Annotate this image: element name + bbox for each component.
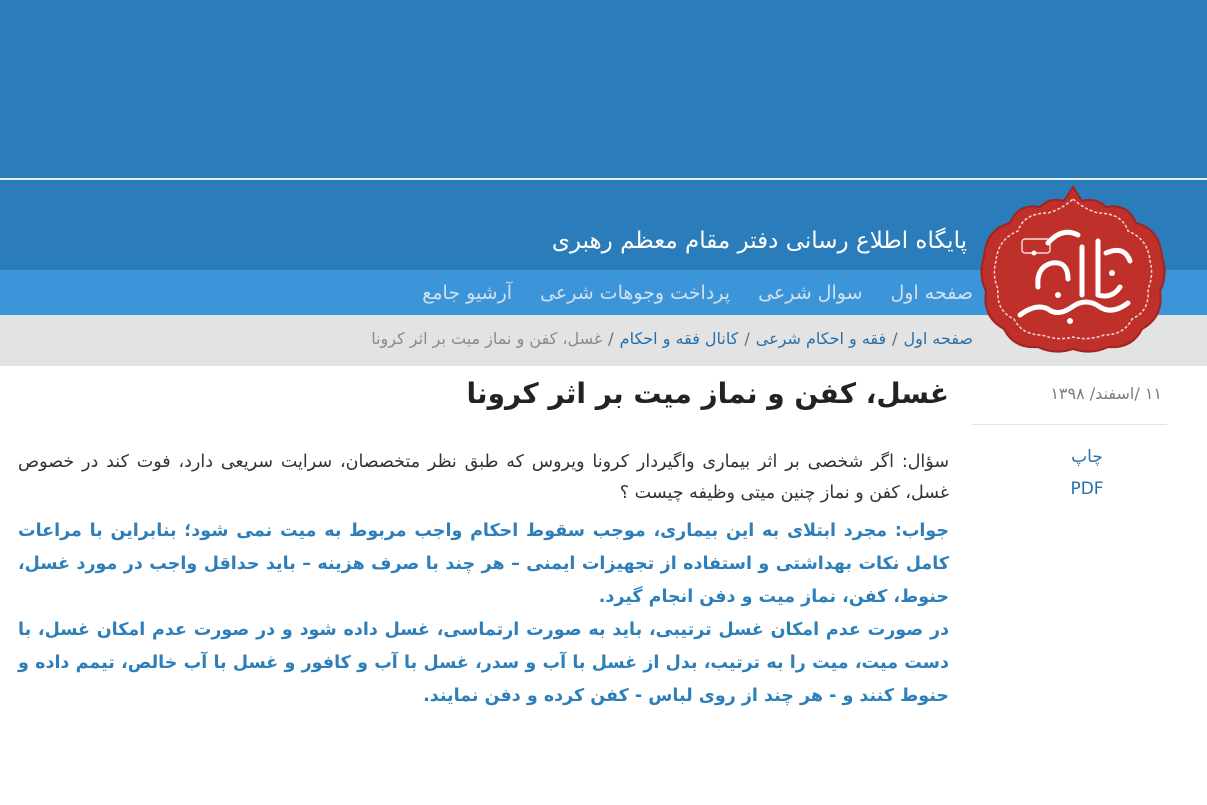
question-text: سؤال: اگر شخصی بر اثر بیماری واگیردار کرونا ویروس که طبق نظر متخصصان، سرایت سریعی دارد، فوت کند در خصوص غسل، کفن و نماز چنین میتی وظیفه چیست ؟ bbox=[18, 452, 949, 503]
breadcrumb-fiqh-link[interactable]: فقه و احکام شرعی bbox=[755, 329, 887, 348]
nav-item-religious-question[interactable]: سوال شرعی bbox=[758, 282, 863, 304]
breadcrumb bbox=[371, 326, 973, 352]
article-tools bbox=[972, 441, 1167, 505]
header-banner bbox=[0, 0, 1207, 178]
answer-paragraph-2: در صورت عدم امکان غسل ترتیبی، باید به صورت ارتماسی، غسل داده شود و در صورت عدم امکان غسل، با دست میت، میت را به ترتیب، بدل از غسل با آب و سدر، غسل با آب و کافور و غسل با آب خالص، تیمم داده و حنوط کنند و - هر چند از روی لباس - کفن کرده و دفن نمایند. bbox=[18, 620, 949, 706]
main-nav bbox=[422, 278, 973, 308]
print-link[interactable]: چاپ bbox=[1071, 447, 1103, 467]
article-title: غسل، کفن و نماز میت بر اثر کرونا bbox=[466, 377, 949, 410]
breadcrumb-current: غسل، کفن و نماز میت بر اثر کرونا bbox=[371, 329, 603, 348]
pdf-link[interactable]: PDF bbox=[1070, 479, 1104, 499]
breadcrumb-channel-link[interactable]: کانال فقه و احکام bbox=[619, 329, 739, 348]
breadcrumb-separator: / bbox=[744, 329, 750, 348]
breadcrumb-separator: / bbox=[892, 329, 898, 348]
article-body bbox=[18, 447, 949, 713]
publish-date: ۱۱ /اسفند/ ۱۳۹۸ bbox=[1050, 384, 1162, 403]
site-title[interactable]: پایگاه اطلاع رسانی دفتر مقام معظم رهبری bbox=[551, 228, 967, 254]
khamenei-calligraphy-seal-icon bbox=[978, 183, 1168, 355]
sidebar-divider bbox=[972, 424, 1167, 425]
article-sidebar bbox=[972, 378, 1167, 505]
nav-item-archive[interactable]: آرشیو جامع bbox=[422, 282, 513, 304]
breadcrumb-separator: / bbox=[608, 329, 614, 348]
nav-item-religious-payments[interactable]: پرداخت وجوهات شرعی bbox=[540, 282, 731, 304]
answer-paragraph-1: جواب: مجرد ابتلای به این بیماری، موجب سقوط احکام واجب مربوط به میت نمی شود؛ بنابراین با مراعات کامل نکات بهداشتی و استفاده از تجهیزات ایمنی – هر چند با صرف هزینه – باید حداقل واجب در مورد غسل، حنوط، کفن، نماز میت و دفن انجام گیرد. bbox=[18, 521, 949, 607]
nav-item-home[interactable]: صفحه اول bbox=[890, 282, 973, 304]
site-logo[interactable] bbox=[978, 183, 1168, 355]
breadcrumb-home-link[interactable]: صفحه اول bbox=[903, 329, 973, 348]
